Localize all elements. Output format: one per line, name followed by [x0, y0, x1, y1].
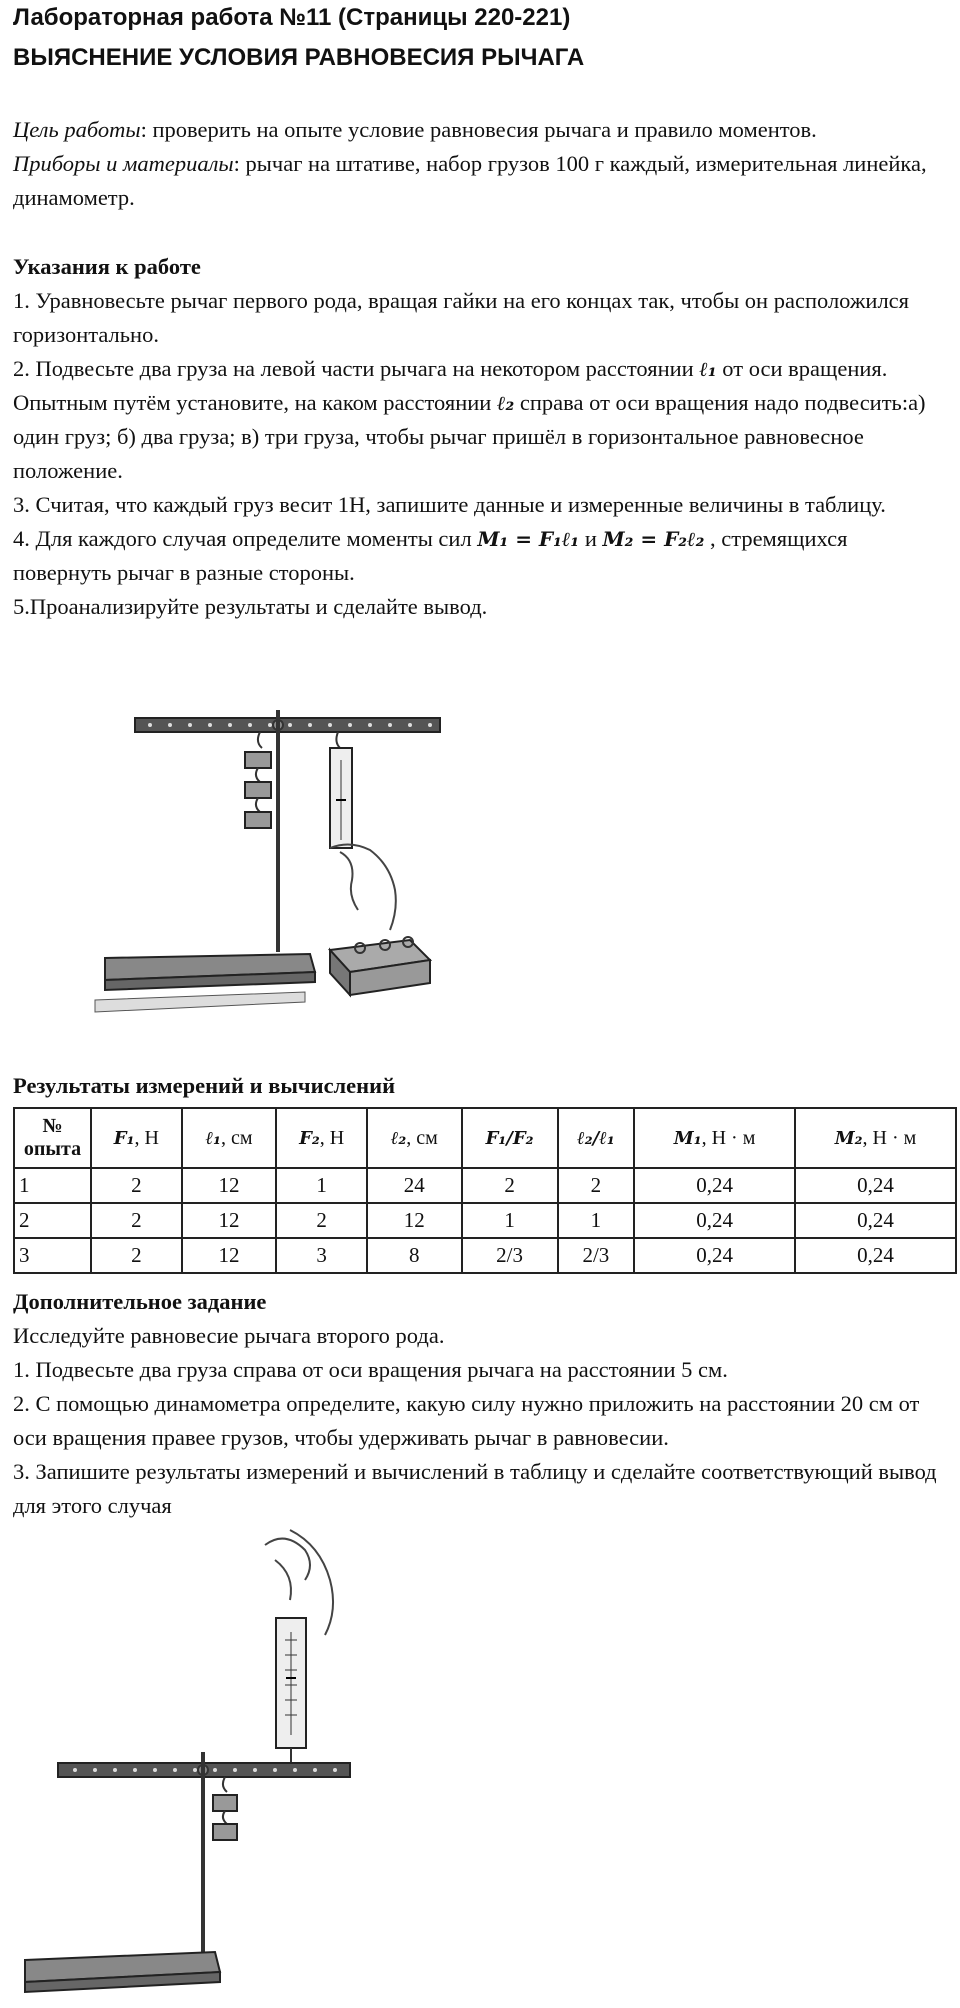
- page-title: Лабораторная работа №11 (Страницы 220-221): [13, 4, 571, 31]
- table-cell: 12: [182, 1238, 277, 1273]
- header-l-ratio: ℓ₂/ℓ₁: [558, 1108, 634, 1168]
- table-cell: 2: [91, 1203, 182, 1238]
- materials-text: : рычаг на штативе, набор грузов 100 г каждый, измерительная линейка, динамометр.: [13, 151, 927, 210]
- table-cell: 2: [91, 1238, 182, 1273]
- table-header-row: [14, 1108, 956, 1168]
- table-cell: 1: [14, 1168, 91, 1203]
- table-cell: 2: [14, 1203, 91, 1238]
- m2-formula: M₂ = F₂ℓ₂: [602, 527, 705, 551]
- table-cell: 24: [367, 1168, 462, 1203]
- table-cell: 2/3: [462, 1238, 558, 1273]
- table-cell: 1: [462, 1203, 558, 1238]
- goal-text: : проверить на опыте условие равновесия рычага и правило моментов.: [140, 117, 817, 142]
- instructions-heading: Указания к работе: [13, 254, 201, 279]
- header-m2: M₂, Н · м: [795, 1108, 956, 1168]
- table-cell: 2: [276, 1203, 367, 1238]
- table-cell: 0,24: [795, 1168, 956, 1203]
- instruction-step-1: 1. Уравновесьте рычаг первого рода, вращая гайки на его концах так, чтобы он расположился горизонтально.: [13, 288, 910, 347]
- header-l1: ℓ₁, см: [182, 1108, 277, 1168]
- table-cell: 2: [91, 1168, 182, 1203]
- header-f1: F₁, Н: [91, 1108, 182, 1168]
- instruction-step-4: 4. Для каждого случая определите моменты сил M₁ = F₁ℓ₁ и M₂ = F₂ℓ₂ , стремящихся повернуть рычаг в разные стороны.: [13, 526, 848, 585]
- table-row: [14, 1238, 956, 1273]
- table-cell: 0,24: [795, 1238, 956, 1273]
- m1-formula: M₁ = F₁ℓ₁: [477, 527, 580, 551]
- instruction-step-3: 3. Считая, что каждый груз весит 1Н, запишите данные и измеренные величины в таблицу.: [13, 492, 886, 517]
- table-cell: 12: [182, 1203, 277, 1238]
- header-m1: M₁, Н · м: [634, 1108, 795, 1168]
- table-cell: 0,24: [634, 1203, 795, 1238]
- table-row: [14, 1203, 956, 1238]
- table-cell: 2: [558, 1168, 634, 1203]
- intro-block: [13, 113, 948, 215]
- extra-line-1: 1. Подвесьте два груза справа от оси вращения рычага на расстоянии 5 см.: [13, 1357, 728, 1382]
- table-cell: 1: [276, 1168, 367, 1203]
- extra-line-0: Исследуйте равновесие рычага второго рода.: [13, 1323, 445, 1348]
- table-cell: 8: [367, 1238, 462, 1273]
- extra-line-3: 3. Запишите результаты измерений и вычислений в таблицу и сделайте соответствующий вывод для этого случая: [13, 1459, 937, 1518]
- instruction-step-2: 2. Подвесьте два груза на левой части рычага на некотором расстоянии ℓ₁ от оси вращения. Опытным путём установите, на каком расстоянии ℓ₂ справа от оси вращения надо подвесить:а) один груз; б) два груза; в) три груза, чтобы рычаг пришёл в горизонтальное равновесное положение.: [13, 356, 926, 483]
- extra-line-2: 2. С помощью динамометра определите, какую силу нужно приложить на расстоянии 20 см от оси вращения правее грузов, чтобы удерживать рычаг в равновесии.: [13, 1391, 920, 1450]
- instructions-block: [13, 250, 948, 624]
- table-cell: 2/3: [558, 1238, 634, 1273]
- l1-symbol: ℓ₁: [699, 357, 717, 381]
- table-cell: 1: [558, 1203, 634, 1238]
- results-heading: Результаты измерений и вычислений: [13, 1073, 396, 1098]
- page-subtitle: ВЫЯСНЕНИЕ УСЛОВИЯ РАВНОВЕСИЯ РЫЧАГА: [13, 44, 585, 71]
- table-cell: 3: [276, 1238, 367, 1273]
- table-cell: 3: [14, 1238, 91, 1273]
- instruction-step-5: 5.Проанализируйте результаты и сделайте вывод.: [13, 594, 488, 619]
- l2-symbol: ℓ₂: [496, 391, 515, 415]
- materials-label: Приборы и материалы: [13, 151, 234, 176]
- lever-first-kind-figure: [90, 690, 450, 1015]
- goal-label: Цель работы: [13, 117, 141, 142]
- header-experiment-no: № опыта: [14, 1108, 91, 1168]
- table-cell: 0,24: [634, 1238, 795, 1273]
- lever-second-kind-figure: [20, 1520, 390, 2000]
- table-row: [14, 1168, 956, 1203]
- table-cell: 12: [182, 1168, 277, 1203]
- table-cell: 0,24: [795, 1203, 956, 1238]
- extra-task-block: [13, 1285, 948, 1523]
- results-table: [13, 1107, 957, 1274]
- table-cell: 12: [367, 1203, 462, 1238]
- table-cell: 0,24: [634, 1168, 795, 1203]
- header-f2: F₂, Н: [276, 1108, 367, 1168]
- header-l2: ℓ₂, см: [367, 1108, 462, 1168]
- extra-heading: Дополнительное задание: [13, 1289, 267, 1314]
- header-f-ratio: F₁/F₂: [462, 1108, 558, 1168]
- table-cell: 2: [462, 1168, 558, 1203]
